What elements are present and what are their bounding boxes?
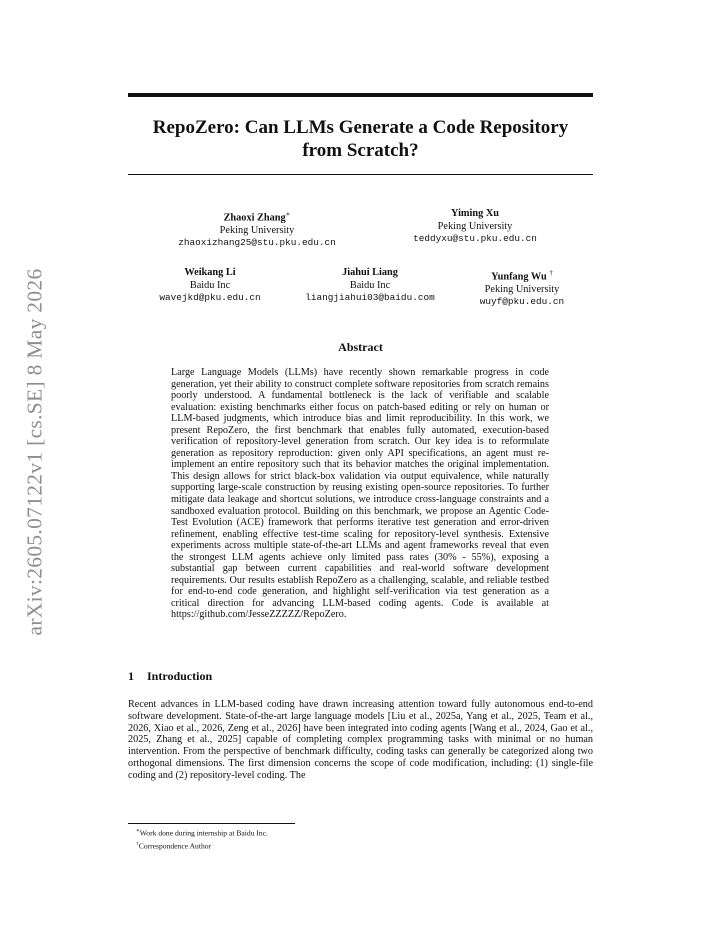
author-mark: ∗ [285,210,291,218]
title-top-rule [128,93,593,97]
author-affiliation: Peking University [484,283,560,295]
footnotes [136,826,576,852]
footnote-rule [128,823,295,824]
author-block [462,267,582,309]
section-title: Introduction [147,669,213,683]
section-heading [128,669,212,684]
abstract-heading: Abstract [338,340,383,354]
footnote-text: Work done during internship at Baidu Inc. [139,828,268,838]
author-affiliation: Baidu Inc [189,279,231,291]
arxiv-identifier: arXiv:2605.07122v1 [cs.SE] 8 May 2026 [22,268,47,636]
author-block [140,267,280,305]
author-name: Weikang Li [184,267,236,278]
abstract-text: Large Language Models (LLMs) have recently shown remarkable progress in code generation, yet their ability to construct complete software repositories from scratch remains poorly understood. A fundamental bottleneck is the lack of verifiable and scalable evaluation: existing benchmarks either focus on patch-based editing or rely on human or LLM-based judgments, which introduce bias and limit reproducibility. In this work, we present RepoZero, the first benchmark that enables fully automated, execution-based verification of repository-level generation from scratch. Our key idea is to reformulate generation as repository reproduction: given only API specifications, an agent must re-implement an entire repository such that its behavior matches the original implementation. This design allows for strict black-box validation via output equivalence, while naturally supporting large-scale construction by reusing existing open-source repositories. To further mitigate data leakage and shortcut solutions, we introduce cross-language constraints and a sandboxed evaluation protocol. Building on this benchmark, we propose an Agentic Code-Test Evolution (ACE) framework that performs iterative test generation and error-driven refinement, enabling effective test-time scaling for repository-level synthesis. Extensive experiments across multiple state-of-the-art LLMs and agent frameworks reveal that even the strongest LLM agents achieve only limited pass rates (30% - 55%), exposing a substantial gap between current capabilities and real-world software development requirements. Our results establish RepoZero as a challenging, scalable, and reliable testbed for end-to-end code generation, and highlight self-verification via test generation as a critical direction for advancing LLM-based coding agents. Code is available at https://github.com/JesseZZZZZ/RepoZero. [171,367,549,621]
author-block [162,208,352,250]
author-block [385,208,565,246]
footnote [136,826,576,839]
author-name: Yunfang Wu [491,271,547,283]
title-line-1: RepoZero: Can LLMs Generate a Code Repository [152,117,569,138]
section-number: 1 [128,669,134,683]
paper-title [128,116,593,162]
author-email[interactable]: teddyxu@stu.pku.edu.cn [413,233,537,244]
author-mark: † [549,269,553,277]
author-email[interactable]: wavejkd@pku.edu.cn [159,292,261,303]
author-name: Jiahui Liang [342,267,398,278]
arxiv-sidebar [14,262,56,642]
author-affiliation: Baidu Inc [349,279,391,291]
footnote [136,839,576,852]
introduction-text: Recent advances in LLM-based coding have drawn increasing attention toward fully autonomous end-to-end software development. State-of-the-art large language models [Liu et al., 2025a, Yang et al., 2025, Team et al., 2026, Xiao et al., 2026, Zeng et al., 2026] have been integrated into coding agents [Wang et al., 2024, Gao et al., 2025, Zhang et al., 2025] capable of completing complex programming tasks with minimal or no human intervention. From the perspective of benchmark difficulty, coding tasks can generally be categorized along two orthogonal dimensions. The first dimension concerns the scope of code modification, including: (1) single-file coding and (2) repository-level coding. The [128,699,593,781]
title-bottom-rule [128,174,593,175]
title-line-2: from Scratch? [302,140,419,161]
author-affiliation: Peking University [219,224,295,236]
author-email[interactable]: wuyf@pku.edu.cn [479,296,565,308]
footnote-mark: † [136,841,139,848]
footnote-text: Correspondence Author [138,841,212,851]
author-name: Yiming Xu [451,208,499,219]
author-email[interactable]: liangjiahui03@baidu.com [305,292,435,303]
author-name: Zhaoxi Zhang [223,212,286,224]
author-block [290,267,450,305]
footnote-mark: ∗ [136,828,140,834]
author-email[interactable]: zhaoxizhang25@stu.pku.edu.cn [178,237,336,249]
author-affiliation: Peking University [437,220,513,232]
